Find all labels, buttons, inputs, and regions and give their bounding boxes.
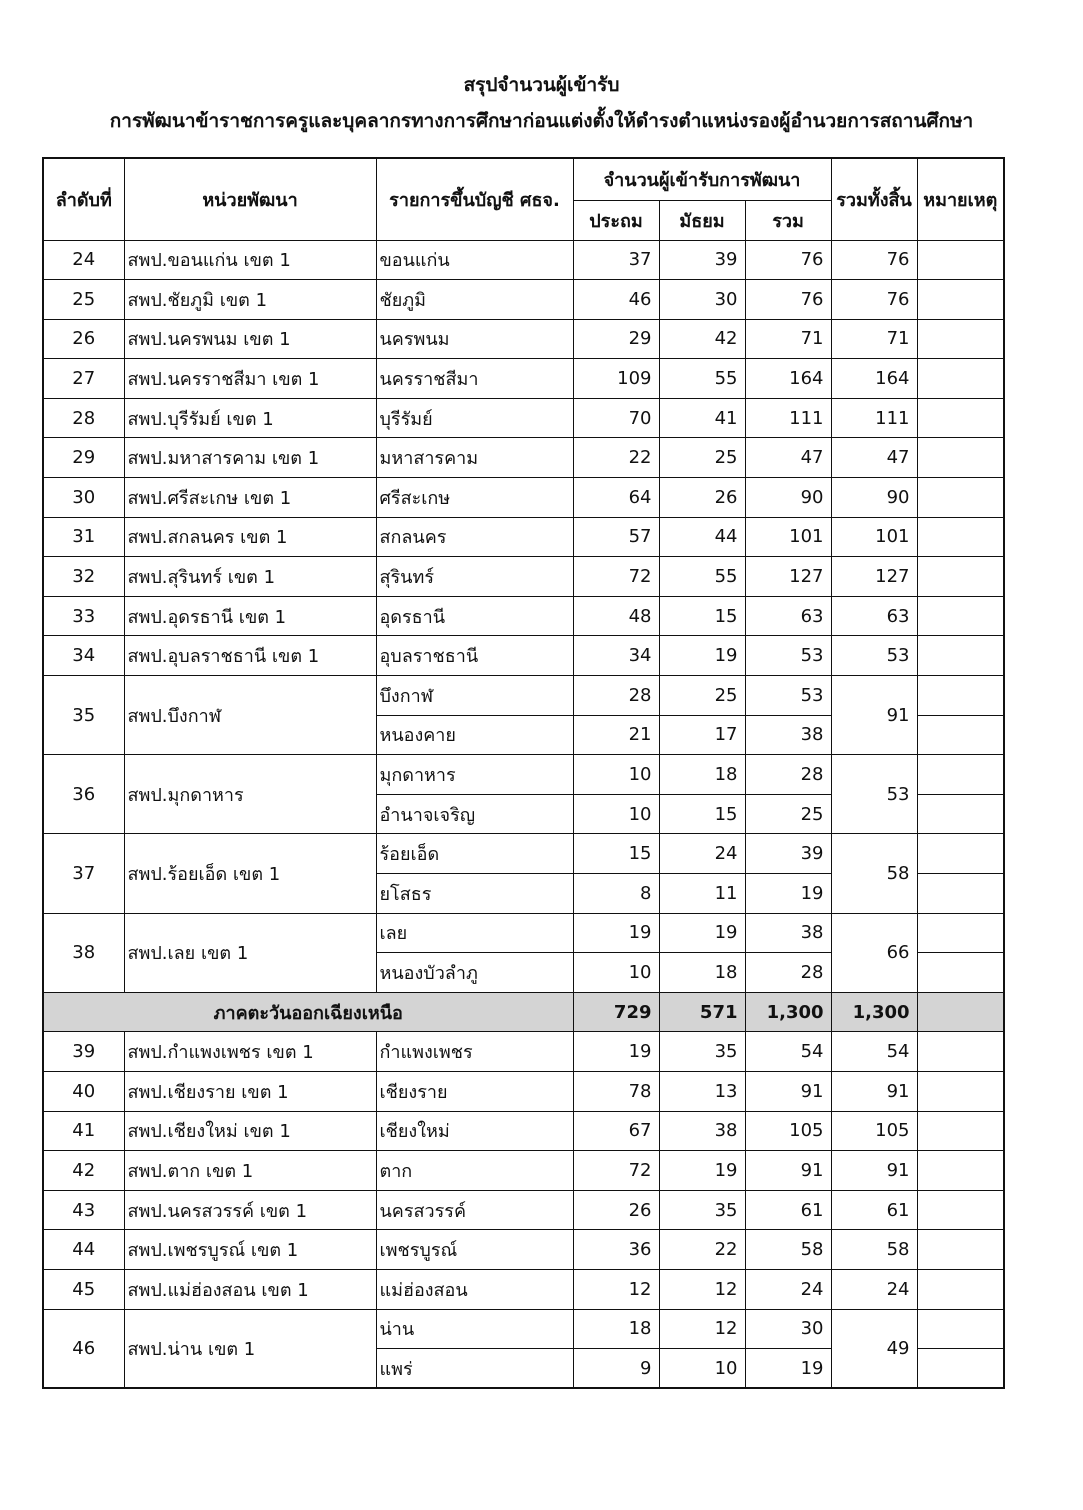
row-unit: สพป.มุกดาหาร [124,755,376,834]
note-cell [917,359,1004,399]
row-sum: 53 [745,636,831,676]
row-grand-total: 24 [831,1269,917,1309]
row-unit: สพป.เลย เขต 1 [124,913,376,992]
row-seq: 39 [43,1032,124,1072]
table-row [43,1151,1004,1191]
row-primary: 18 [573,1309,659,1349]
row-sum: 28 [745,953,831,993]
row-secondary: 55 [659,359,745,399]
row-primary: 48 [573,596,659,636]
row-unit: สพป.นครสวรรค์ เขต 1 [124,1190,376,1230]
note-cell [917,280,1004,320]
note-cell [917,834,1004,874]
note-cell [917,240,1004,280]
row-seq: 43 [43,1190,124,1230]
row-secondary: 25 [659,438,745,478]
region-primary: 729 [573,992,659,1032]
table-row [43,1032,1004,1072]
row-sum: 90 [745,478,831,518]
note-cell [917,398,1004,438]
note-cell [917,1269,1004,1309]
row-primary: 46 [573,280,659,320]
row-list-province: แพร่ [376,1349,573,1389]
note-cell [917,319,1004,359]
row-grand-total: 53 [831,636,917,676]
row-list-province: นครราชสีมา [376,359,573,399]
row-secondary: 30 [659,280,745,320]
table-body [43,240,1004,1388]
table-row [43,398,1004,438]
row-primary: 21 [573,715,659,755]
row-primary: 10 [573,755,659,795]
table-row [43,240,1004,280]
row-unit: สพป.บุรีรัมย์ เขต 1 [124,398,376,438]
table-row [43,676,1004,716]
note-cell [917,715,1004,755]
note-cell [917,1190,1004,1230]
row-seq: 35 [43,676,124,755]
row-secondary: 19 [659,913,745,953]
row-secondary: 24 [659,834,745,874]
row-unit: สพป.เชียงราย เขต 1 [124,1071,376,1111]
row-unit: สพป.บึงกาฬ [124,676,376,755]
header-grand-total: รวมทั้งสิ้น [831,158,917,240]
row-primary: 70 [573,398,659,438]
row-unit: สพป.อุบลราชธานี เขต 1 [124,636,376,676]
row-seq: 37 [43,834,124,913]
row-list-province: ชัยภูมิ [376,280,573,320]
row-secondary: 13 [659,1071,745,1111]
note-cell [917,794,1004,834]
row-sum: 25 [745,794,831,834]
row-primary: 19 [573,913,659,953]
row-unit: สพป.อุดรธานี เขต 1 [124,596,376,636]
row-seq: 28 [43,398,124,438]
table-row [43,1309,1004,1349]
row-sum: 91 [745,1071,831,1111]
row-unit: สพป.เชียงใหม่ เขต 1 [124,1111,376,1151]
row-primary: 8 [573,874,659,914]
note-cell [917,755,1004,795]
table-row [43,1190,1004,1230]
row-secondary: 10 [659,1349,745,1389]
row-sum: 38 [745,913,831,953]
row-secondary: 25 [659,676,745,716]
row-secondary: 18 [659,755,745,795]
row-list-province: เพชรบูรณ์ [376,1230,573,1270]
table-row [43,1071,1004,1111]
row-secondary: 26 [659,478,745,518]
row-primary: 28 [573,676,659,716]
note-cell [917,1111,1004,1151]
table-row [43,280,1004,320]
document-subtitle: การพัฒนาข้าราชการครูและบุคลากรทางการศึกษาก่อนแต่งตั้งให้ดำรงตำแหน่งรองผู้อำนวยการสถานศึกษา [109,110,974,132]
row-primary: 78 [573,1071,659,1111]
note-cell [917,913,1004,953]
row-list-province: ศรีสะเกษ [376,478,573,518]
document-title: สรุปจำนวนผู้เข้ารับ [463,74,620,96]
row-sum: 38 [745,715,831,755]
row-list-province: สุรินทร์ [376,557,573,597]
table-row [43,478,1004,518]
row-primary: 15 [573,834,659,874]
row-seq: 29 [43,438,124,478]
row-unit: สพป.สกลนคร เขต 1 [124,517,376,557]
row-secondary: 41 [659,398,745,438]
row-seq: 31 [43,517,124,557]
row-list-province: อุบลราชธานี [376,636,573,676]
row-secondary: 12 [659,1269,745,1309]
row-primary: 22 [573,438,659,478]
row-sum: 39 [745,834,831,874]
note-cell [917,676,1004,716]
row-grand-total: 91 [831,676,917,755]
row-primary: 34 [573,636,659,676]
row-seq: 40 [43,1071,124,1111]
row-sum: 58 [745,1230,831,1270]
row-seq: 34 [43,636,124,676]
header-secondary: มัธยม [659,200,745,240]
row-primary: 67 [573,1111,659,1151]
row-seq: 36 [43,755,124,834]
table-row [43,517,1004,557]
region-total: 1,300 [831,992,917,1032]
row-primary: 19 [573,1032,659,1072]
row-primary: 10 [573,953,659,993]
participants-table [42,157,1005,1389]
row-grand-total: 101 [831,517,917,557]
row-sum: 19 [745,874,831,914]
row-secondary: 12 [659,1309,745,1349]
table-row [43,319,1004,359]
row-grand-total: 53 [831,755,917,834]
header-sum: รวม [745,200,831,240]
row-sum: 28 [745,755,831,795]
row-sum: 91 [745,1151,831,1191]
row-secondary: 44 [659,517,745,557]
row-primary: 9 [573,1349,659,1389]
row-seq: 42 [43,1151,124,1191]
table-row [43,636,1004,676]
row-list-province: เลย [376,913,573,953]
note-cell [917,1309,1004,1349]
row-grand-total: 47 [831,438,917,478]
row-grand-total: 49 [831,1309,917,1388]
note-cell [917,557,1004,597]
row-seq: 46 [43,1309,124,1388]
table-row [43,438,1004,478]
row-grand-total: 111 [831,398,917,438]
table-row [43,834,1004,874]
table-row [43,913,1004,953]
note-cell [917,438,1004,478]
row-secondary: 17 [659,715,745,755]
row-list-province: น่าน [376,1309,573,1349]
row-secondary: 35 [659,1190,745,1230]
row-list-province: หนองบัวลำภู [376,953,573,993]
row-seq: 25 [43,280,124,320]
row-sum: 101 [745,517,831,557]
row-sum: 47 [745,438,831,478]
row-list-province: ขอนแก่น [376,240,573,280]
row-seq: 32 [43,557,124,597]
row-grand-total: 61 [831,1190,917,1230]
row-sum: 127 [745,557,831,597]
row-unit: สพป.ขอนแก่น เขต 1 [124,240,376,280]
row-list-province: ร้อยเอ็ด [376,834,573,874]
row-grand-total: 58 [831,834,917,913]
header-seq: ลำดับที่ [43,158,124,240]
row-sum: 111 [745,398,831,438]
row-seq: 26 [43,319,124,359]
row-seq: 27 [43,359,124,399]
row-list-province: บึงกาฬ [376,676,573,716]
row-sum: 30 [745,1309,831,1349]
header-list: รายการขึ้นบัญชี ศธจ. [376,158,573,240]
row-primary: 12 [573,1269,659,1309]
row-secondary: 19 [659,1151,745,1191]
note-cell [917,1032,1004,1072]
row-secondary: 15 [659,794,745,834]
row-unit: สพป.สุรินทร์ เขต 1 [124,557,376,597]
note-cell [917,992,1004,1032]
row-grand-total: 105 [831,1111,917,1151]
row-unit: สพป.นครราชสีมา เขต 1 [124,359,376,399]
row-list-province: หนองคาย [376,715,573,755]
row-grand-total: 127 [831,557,917,597]
row-list-province: นครพนม [376,319,573,359]
row-sum: 24 [745,1269,831,1309]
row-list-province: อำนาจเจริญ [376,794,573,834]
region-sum: 1,300 [745,992,831,1032]
row-seq: 45 [43,1269,124,1309]
row-unit: สพป.แม่ฮ่องสอน เขต 1 [124,1269,376,1309]
row-seq: 41 [43,1111,124,1151]
row-primary: 37 [573,240,659,280]
table-row [43,557,1004,597]
region-label: ภาคตะวันออกเฉียงเหนือ [43,992,573,1032]
row-primary: 72 [573,1151,659,1191]
row-list-province: ตาก [376,1151,573,1191]
row-secondary: 38 [659,1111,745,1151]
row-list-province: แม่ฮ่องสอน [376,1269,573,1309]
row-grand-total: 164 [831,359,917,399]
row-secondary: 19 [659,636,745,676]
row-secondary: 18 [659,953,745,993]
row-list-province: ยโสธร [376,874,573,914]
row-primary: 57 [573,517,659,557]
row-grand-total: 76 [831,280,917,320]
row-grand-total: 58 [831,1230,917,1270]
note-cell [917,636,1004,676]
table-row [43,1230,1004,1270]
row-grand-total: 91 [831,1151,917,1191]
table-row [43,359,1004,399]
row-sum: 53 [745,676,831,716]
note-cell [917,1230,1004,1270]
note-cell [917,1151,1004,1191]
row-unit: สพป.น่าน เขต 1 [124,1309,376,1388]
row-list-province: กำแพงเพชร [376,1032,573,1072]
row-unit: สพป.กำแพงเพชร เขต 1 [124,1032,376,1072]
row-unit: สพป.นครพนม เขต 1 [124,319,376,359]
row-primary: 36 [573,1230,659,1270]
row-unit: สพป.ตาก เขต 1 [124,1151,376,1191]
row-list-province: สกลนคร [376,517,573,557]
note-cell [917,1349,1004,1389]
region-subtotal-row [43,992,1004,1032]
row-secondary: 15 [659,596,745,636]
row-primary: 10 [573,794,659,834]
row-list-province: เชียงราย [376,1071,573,1111]
row-seq: 44 [43,1230,124,1270]
row-sum: 71 [745,319,831,359]
row-sum: 76 [745,280,831,320]
note-cell [917,517,1004,557]
note-cell [917,953,1004,993]
row-sum: 61 [745,1190,831,1230]
row-unit: สพป.ศรีสะเกษ เขต 1 [124,478,376,518]
note-cell [917,478,1004,518]
header-note: หมายเหตุ [917,158,1004,240]
row-list-province: อุดรธานี [376,596,573,636]
row-sum: 19 [745,1349,831,1389]
row-sum: 76 [745,240,831,280]
row-grand-total: 66 [831,913,917,992]
note-cell [917,596,1004,636]
note-cell [917,1071,1004,1111]
row-grand-total: 90 [831,478,917,518]
row-sum: 54 [745,1032,831,1072]
row-primary: 64 [573,478,659,518]
table-row [43,1269,1004,1309]
table-row [43,596,1004,636]
row-list-province: บุรีรัมย์ [376,398,573,438]
row-unit: สพป.มหาสารคาม เขต 1 [124,438,376,478]
table-row [43,755,1004,795]
row-unit: สพป.ชัยภูมิ เขต 1 [124,280,376,320]
row-primary: 26 [573,1190,659,1230]
row-list-province: นครสวรรค์ [376,1190,573,1230]
row-seq: 38 [43,913,124,992]
header-participants-group: จำนวนผู้เข้ารับการพัฒนา [573,158,831,200]
row-primary: 29 [573,319,659,359]
row-grand-total: 63 [831,596,917,636]
row-secondary: 42 [659,319,745,359]
row-seq: 24 [43,240,124,280]
row-secondary: 39 [659,240,745,280]
row-sum: 164 [745,359,831,399]
note-cell [917,874,1004,914]
row-secondary: 55 [659,557,745,597]
row-unit: สพป.ร้อยเอ็ด เขต 1 [124,834,376,913]
row-seq: 30 [43,478,124,518]
region-secondary: 571 [659,992,745,1032]
row-sum: 105 [745,1111,831,1151]
row-grand-total: 91 [831,1071,917,1111]
row-grand-total: 76 [831,240,917,280]
row-sum: 63 [745,596,831,636]
header-primary: ประถม [573,200,659,240]
row-list-province: มหาสารคาม [376,438,573,478]
header-unit: หน่วยพัฒนา [124,158,376,240]
row-secondary: 35 [659,1032,745,1072]
row-grand-total: 71 [831,319,917,359]
row-unit: สพป.เพชรบูรณ์ เขต 1 [124,1230,376,1270]
row-grand-total: 54 [831,1032,917,1072]
table-row [43,1111,1004,1151]
row-secondary: 22 [659,1230,745,1270]
row-list-province: มุกดาหาร [376,755,573,795]
row-secondary: 11 [659,874,745,914]
row-primary: 109 [573,359,659,399]
row-primary: 72 [573,557,659,597]
row-list-province: เชียงใหม่ [376,1111,573,1151]
row-seq: 33 [43,596,124,636]
